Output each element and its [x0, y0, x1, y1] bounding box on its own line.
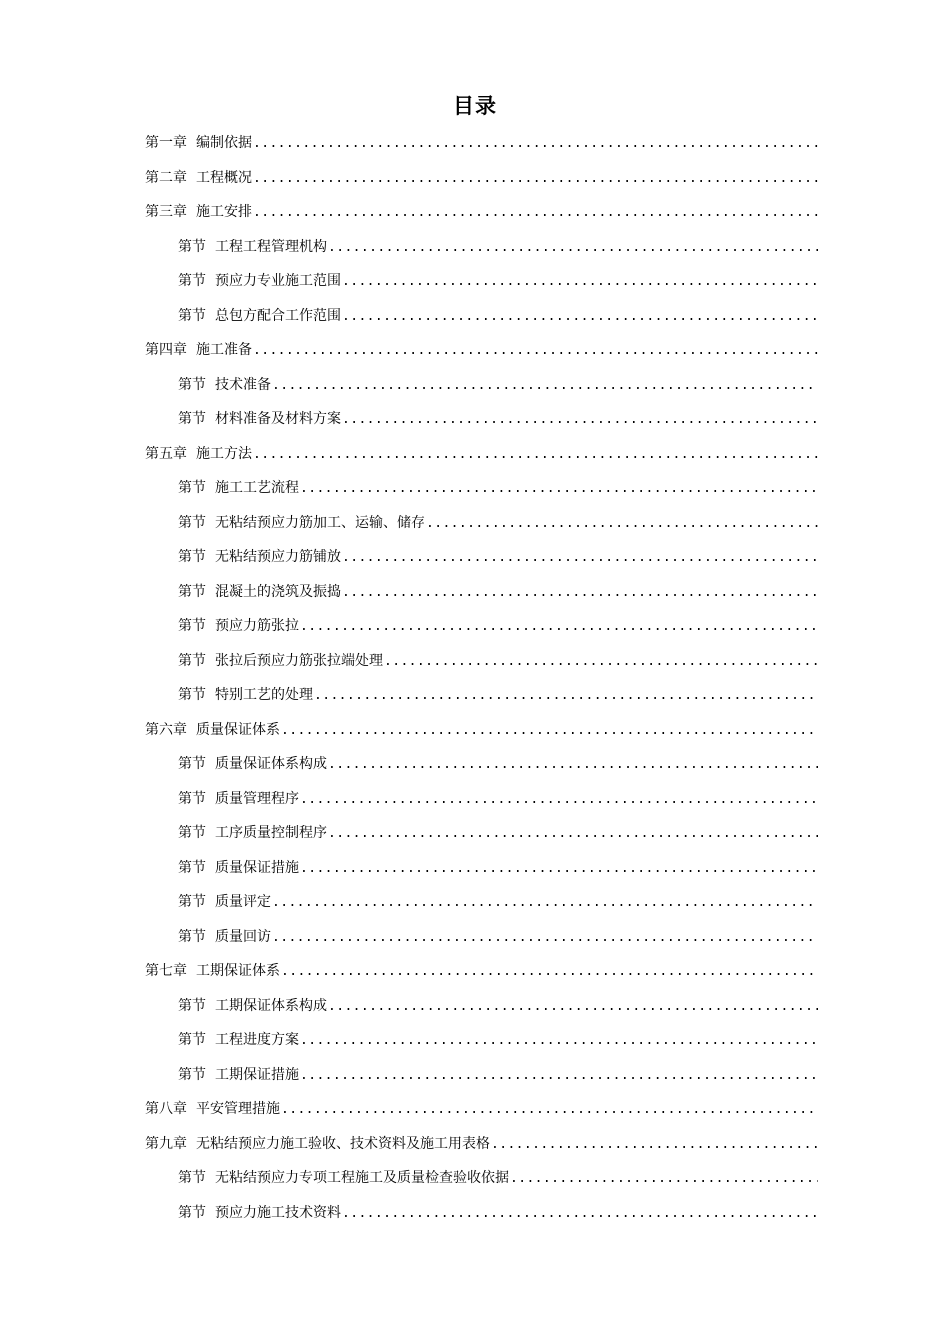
toc-section-entry[interactable]	[145, 885, 818, 920]
toc-entry-prefix: 第节	[178, 411, 206, 427]
toc-chapter-entry[interactable]	[145, 713, 818, 748]
toc-dot-leader	[491, 1128, 818, 1162]
toc-entry-label: 混凝土的浇筑及振捣	[215, 583, 341, 600]
toc-entry-prefix: 第节	[178, 756, 206, 772]
toc-section-entry[interactable]	[145, 264, 818, 299]
toc-dot-leader	[300, 852, 818, 886]
toc-entry-label: 施工方法	[196, 445, 252, 462]
toc-entry-prefix: 第节	[178, 307, 206, 324]
toc-dot-leader	[253, 438, 818, 472]
toc-entry-label: 质量保证措施	[215, 859, 299, 876]
toc-entry-prefix: 第节	[178, 825, 206, 841]
toc-dot-leader	[281, 714, 818, 748]
toc-chapter-entry[interactable]	[145, 1127, 818, 1162]
toc-entry-label: 无粘结预应力专项工程施工及质量检查验收依据	[215, 1170, 509, 1186]
toc-entry-prefix: 第节	[178, 238, 206, 255]
toc-dot-leader	[272, 369, 818, 403]
toc-entry-prefix: 第节	[178, 859, 206, 876]
toc-section-entry[interactable]	[145, 747, 818, 782]
toc-entry-prefix: 第三章	[145, 204, 187, 220]
toc-entry-prefix: 第节	[178, 583, 206, 600]
toc-section-entry[interactable]	[145, 1161, 818, 1196]
toc-chapter-entry[interactable]	[145, 437, 818, 472]
toc-dot-leader	[253, 196, 818, 230]
toc-chapter-entry[interactable]	[145, 954, 818, 989]
toc-entry-prefix: 第节	[178, 1032, 206, 1048]
toc-dot-leader	[281, 1093, 818, 1127]
toc-entry-prefix: 第节	[178, 894, 206, 910]
toc-entry-prefix: 第节	[178, 790, 206, 807]
toc-entry-prefix: 第节	[178, 480, 206, 496]
toc-dot-leader	[300, 1059, 818, 1093]
toc-dot-leader	[328, 748, 818, 782]
toc-dot-leader	[272, 886, 818, 920]
toc-dot-leader	[342, 403, 818, 437]
toc-dot-leader	[328, 231, 818, 265]
toc-dot-leader	[253, 127, 818, 161]
toc-entry-prefix: 第九章	[145, 1135, 187, 1152]
toc-dot-leader	[384, 645, 818, 679]
toc-dot-leader	[342, 300, 818, 334]
toc-section-entry[interactable]	[145, 368, 818, 403]
toc-dot-leader	[300, 1024, 818, 1058]
table-of-contents	[145, 126, 818, 1230]
toc-entry-label: 预应力筋张拉	[215, 618, 299, 634]
toc-section-entry[interactable]	[145, 920, 818, 955]
toc-entry-label: 工程概况	[196, 169, 252, 186]
toc-entry-label: 施工工艺流程	[215, 480, 299, 496]
toc-dot-leader	[300, 472, 818, 506]
toc-entry-label: 预应力施工技术资料	[215, 1204, 341, 1221]
toc-entry-label: 特别工艺的处理	[215, 687, 313, 703]
toc-entry-prefix: 第节	[178, 1170, 206, 1186]
toc-entry-prefix: 第二章	[145, 169, 187, 186]
toc-entry-prefix: 第节	[178, 376, 206, 393]
toc-entry-prefix: 第节	[178, 549, 206, 565]
toc-entry-label: 质量管理程序	[215, 790, 299, 807]
toc-entry-prefix: 第节	[178, 997, 206, 1014]
toc-entry-label: 总包方配合工作范围	[215, 307, 341, 324]
toc-dot-leader	[328, 990, 818, 1024]
toc-dot-leader	[253, 162, 818, 196]
toc-section-entry[interactable]	[145, 1023, 818, 1058]
toc-entry-prefix: 第节	[178, 618, 206, 634]
toc-dot-leader	[342, 1197, 818, 1231]
toc-entry-label: 张拉后预应力筋张拉端处理	[215, 652, 383, 669]
toc-entry-prefix: 第节	[178, 273, 206, 289]
toc-entry-prefix: 第五章	[145, 445, 187, 462]
toc-section-entry[interactable]	[145, 1058, 818, 1093]
toc-entry-prefix: 第节	[178, 928, 206, 945]
toc-dot-leader	[510, 1162, 818, 1196]
toc-entry-label: 质量保证体系构成	[215, 756, 327, 772]
toc-section-entry[interactable]	[145, 506, 818, 541]
toc-entry-prefix: 第节	[178, 687, 206, 703]
toc-section-entry[interactable]	[145, 402, 818, 437]
toc-entry-prefix: 第节	[178, 514, 206, 531]
toc-section-entry[interactable]	[145, 471, 818, 506]
toc-entry-prefix: 第八章	[145, 1101, 187, 1117]
toc-entry-prefix: 第六章	[145, 721, 187, 738]
toc-dot-leader	[281, 955, 818, 989]
toc-entry-label: 工期保证措施	[215, 1066, 299, 1083]
toc-dot-leader	[253, 334, 818, 368]
toc-section-entry[interactable]	[145, 782, 818, 817]
toc-chapter-entry[interactable]	[145, 195, 818, 230]
toc-dot-leader	[342, 576, 818, 610]
toc-section-entry[interactable]	[145, 540, 818, 575]
toc-entry-prefix: 第节	[178, 1204, 206, 1221]
toc-section-entry[interactable]	[145, 1196, 818, 1231]
toc-entry-label: 平安管理措施	[196, 1101, 280, 1117]
toc-section-entry[interactable]	[145, 851, 818, 886]
toc-entry-label: 工期保证体系构成	[215, 997, 327, 1014]
toc-section-entry[interactable]	[145, 989, 818, 1024]
toc-entry-label: 编制依据	[196, 135, 252, 151]
toc-entry-label: 工程进度方案	[215, 1032, 299, 1048]
toc-entry-label: 无粘结预应力筋铺放	[215, 549, 341, 565]
toc-entry-prefix: 第七章	[145, 963, 187, 979]
toc-entry-label: 工程工程管理机构	[215, 238, 327, 255]
toc-dot-leader	[272, 921, 818, 955]
toc-dot-leader	[300, 610, 818, 644]
toc-entry-label: 工期保证体系	[196, 963, 280, 979]
toc-dot-leader	[300, 783, 818, 817]
toc-chapter-entry[interactable]	[145, 126, 818, 161]
toc-entry-label: 工序质量控制程序	[215, 825, 327, 841]
toc-entry-label: 施工安排	[196, 204, 252, 220]
toc-entry-label: 技术准备	[215, 376, 271, 393]
toc-entry-label: 无粘结预应力施工验收、技术资料及施工用表格	[196, 1135, 490, 1152]
toc-entry-label: 预应力专业施工范围	[215, 273, 341, 289]
toc-entry-label: 无粘结预应力筋加工、运输、储存	[215, 514, 425, 531]
page-title: 目录	[453, 94, 497, 118]
toc-entry-prefix: 第节	[178, 1066, 206, 1083]
toc-section-entry[interactable]	[145, 299, 818, 334]
toc-entry-label: 材料准备及材料方案	[215, 411, 341, 427]
toc-entry-label: 质量评定	[215, 894, 271, 910]
toc-dot-leader	[426, 507, 818, 541]
toc-chapter-entry[interactable]	[145, 333, 818, 368]
toc-dot-leader	[328, 817, 818, 851]
toc-dot-leader	[342, 541, 818, 575]
toc-section-entry[interactable]	[145, 609, 818, 644]
toc-entry-label: 质量保证体系	[196, 721, 280, 738]
toc-chapter-entry[interactable]	[145, 1092, 818, 1127]
toc-entry-label: 施工准备	[196, 342, 252, 358]
toc-section-entry[interactable]	[145, 644, 818, 679]
toc-dot-leader	[342, 265, 818, 299]
toc-dot-leader	[314, 679, 818, 713]
toc-section-entry[interactable]	[145, 230, 818, 265]
toc-section-entry[interactable]	[145, 678, 818, 713]
toc-section-entry[interactable]	[145, 575, 818, 610]
toc-entry-prefix: 第一章	[145, 135, 187, 151]
toc-entry-label: 质量回访	[215, 928, 271, 945]
toc-entry-prefix: 第节	[178, 652, 206, 669]
toc-chapter-entry[interactable]	[145, 161, 818, 196]
toc-entry-prefix: 第四章	[145, 342, 187, 358]
toc-section-entry[interactable]	[145, 816, 818, 851]
